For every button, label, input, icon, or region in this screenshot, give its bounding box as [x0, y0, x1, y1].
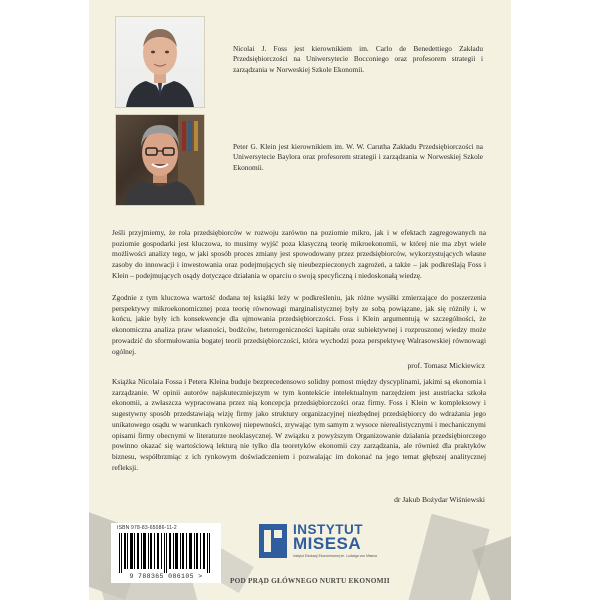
- publisher-name-line1: INSTYTUT: [293, 522, 363, 537]
- barcode-digits: 9 788365 086105 >: [129, 573, 203, 580]
- review-paragraph: Książka Nicolaia Fossa i Petera Kleina buduje bezprecedensowo solidny pomost między dyscyplinami, jakimi są ekonomia i zarządzanie. W opinii autorów najskuteczniejszym w tym kontekście intelektualnym narzędziem jest austriacka szkoła ekonomii, a zwłaszcza wypracowana przez nią koncepcja przedsiębiorczości oraz firmy. Foss i Klein w kompleksowy i sugestywny sposób przedstawiają wizję firmy jako struktury organizacyjnej niezbędnej przedsiębiorcy do wdrażania jego unikatowego osądu w warunkach rynkowej niepewności, zrywając tym samym z wysoce nierealistycznymi i mechanicznymi opisami firmy obecnymi w literaturze neoklasycznej. W związku z powyższym Organizowanie działania przedsiębiorczego powinno okazać się wartościową lekturą nie tylko dla teoretyków ekonomii czy zarządzania, ale również dla praktyków biznesu, współbrzmiąc z ich rynkowym doświadczeniem i pozwalając im dokonać na jego temat głębszej analitycznej refleksji.: [112, 377, 486, 472]
- review-signature: prof. Tomasz Mickiewicz: [407, 361, 485, 370]
- author-photo-klein: [115, 114, 205, 206]
- author-photo-foss: [115, 16, 205, 108]
- institute-logo-icon: [259, 524, 287, 558]
- author-bio-klein: Peter G. Klein jest kierownikiem im. W. W. Carutha Zakładu Przedsiębiorczości na Uniwersytecie Baylora oraz profesorem strategii i zarządzania w Norweskiej Szkole Ekonomii.: [233, 142, 483, 172]
- portrait-icon: [116, 17, 204, 107]
- portrait-icon: [116, 115, 204, 205]
- book-back-cover: [89, 0, 511, 600]
- publisher-name-line2: MISESA: [293, 534, 362, 553]
- isbn-barcode: [111, 523, 221, 583]
- review-paragraph: Zgodnie z tym kluczowa wartość dodana tej książki leży w podkreśleniu, jak różne wysiłki zmierzające do poszerzenia perspektywy mikroekonomicznej poza teorię równowagi marginalistycznej były ze sobą powiązane, jak się różniły i, w końcu, jakie były ich konsekwencje dla ujmowania przedsiębiorczości. Foss i Klein argumentują w szczególności, że ekonomiczna analiza praw własności, bodźców, heterogeniczności kapitału oraz subiektywnej i rozproszonej wiedzy może prowadzić do sformułowania bogatej teorii przedsiębiorczości, która wychodzi poza perspektywę Walrasowskiej równowagi ogólnej.: [112, 293, 486, 356]
- author-bio-foss: Nicolai J. Foss jest kierownikiem im. Carlo de Benedettiego Zakładu Przedsiębiorczości na Uniwersytecie Bocconiego oraz profesorem strategii i zarządzania w Norweskiej Szkole Ekonomii.: [233, 44, 483, 74]
- review-paragraph: Jeśli przyjmiemy, że rola przedsiębiorców w rozwoju zarówno na poziomie mikro, jak i w efektach zagregowanych na poziomie gospodarki jest kluczowa, to musimy wyjść poza klasyczną teorię mikroekonomii, w której nie ma zbyt wiele możliwości analizy tego, w jaki sposób proces zmiany jest spowodowany przez przedsiębiorców, wykorzystujących własne zasoby do innowacji i inwestowania oraz podejmujących się nieubezpieczonych zagrożeń, a także – jak podkreślają Foss i Klein – podejmujących osądy dotyczące działania w oparciu o swoją specyficzną i niedoskonałą wiedzę.: [112, 228, 486, 280]
- barcode-icon: [119, 533, 213, 573]
- publisher-subtitle: Instytut Edukacji Ekonomicznej im. Ludwiga von Misesa: [293, 554, 377, 558]
- publisher-logo: [259, 522, 389, 566]
- review-signature: dr Jakub Bożydar Wiśniewski: [394, 495, 485, 504]
- publisher-tagline: POD PRĄD GŁÓWNEGO NURTU EKONOMII: [230, 576, 390, 585]
- isbn-number: ISBN 978-83-65086-11-2: [117, 525, 177, 531]
